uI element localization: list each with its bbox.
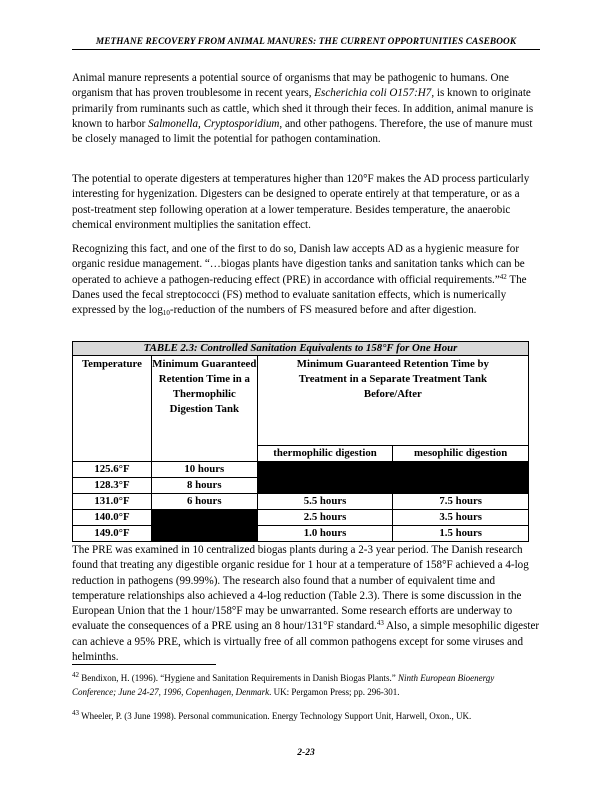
cell-min: 10 hours (151, 462, 257, 478)
table-row (73, 478, 529, 494)
italic-organism: Escherichia coli O157:H7 (314, 87, 432, 100)
cell-meso: 1.5 hours (393, 526, 529, 542)
cell-min: 6 hours (151, 494, 257, 510)
text: Recognizing this fact, and one of the first to do so, Danish law accepts AD as a hygienic measure for organic residue management. “…biogas plants have digestion tanks and sanitation tanks which can be operated to achieve a pathogen-reducing effect (PRE) in accordance with official requirements.” (72, 243, 525, 286)
col-header-temperature: Temperature (73, 356, 152, 462)
footnote-number: 42 (72, 671, 79, 679)
footnote-42 (72, 671, 540, 699)
cell-temp: 149.0°F (73, 526, 152, 542)
text: , is known to originate primarily from ruminants such as cattle, which shed it through their feces. In addition, animal manure is known to harbor (72, 87, 534, 130)
footnote-rule (72, 664, 216, 665)
cell-empty (393, 462, 529, 478)
cell-empty (257, 462, 393, 478)
paragraph-pathogens (72, 71, 540, 147)
italic-title: Ninth European Bioenergy Conference; June 24-27, 1996, Copenhagen, Denmark (72, 673, 495, 697)
footnote-number: 43 (72, 709, 79, 717)
text: , and other pathogens. Therefore, the use of manure must be closely managed to limit the potential for pathogen contamination. (72, 117, 533, 146)
paragraph-hygenization: The potential to operate digesters at temperatures higher than 120°F makes the AD process particularly interesting for hygenization. Digesters can be designed to operate entirely at that temperature, or as a post-treatment step following operation at a lower temperature. Besides temperature, the anaerobic chemical environment multiplies the sanitation effect. (72, 173, 530, 231)
subheader-thermophilic: thermophilic digestion (257, 446, 393, 462)
text: Wheeler, P. (3 June 1998). Personal communication. Energy Technology Support Unit, Harwell, Oxon., UK. (79, 711, 472, 721)
text: . UK: Pergamon Press; pp. 296-301. (269, 687, 400, 697)
table-row (73, 510, 529, 526)
cell-empty (151, 526, 257, 542)
cell-temp: 125.6°F (73, 462, 152, 478)
cell-min: 8 hours (151, 478, 257, 494)
col-header-separate-tank: Minimum Guaranteed Retention Time by Treatment in a Separate Treatment Tank Before/After (257, 356, 528, 446)
cell-empty (393, 478, 529, 494)
header-rule (72, 49, 540, 50)
text: The Danes used the fecal streptococci (FS) method to evaluate sanitation effects, which is numerically expressed by the log (72, 273, 527, 317)
text: -reduction of the numbers of FS measured before and after digestion. (169, 304, 477, 317)
cell-thermo: 1.0 hours (257, 526, 393, 542)
sanitation-table (72, 341, 529, 542)
footnote-ref-42[interactable]: 42 (499, 272, 507, 281)
cell-meso: 3.5 hours (393, 510, 529, 526)
footnote-ref-43[interactable]: 43 (376, 619, 384, 628)
cell-temp: 128.3°F (73, 478, 152, 494)
running-header: METHANE RECOVERY FROM ANIMAL MANURES: THE CURRENT OPPORTUNITIES CASEBOOK (95, 37, 517, 47)
cell-thermo: 5.5 hours (257, 494, 393, 510)
page-number: 2-23 (297, 748, 315, 758)
cell-meso: 7.5 hours (393, 494, 529, 510)
cell-temp: 131.0°F (73, 494, 152, 510)
subheader-mesophilic: mesophilic digestion (393, 446, 529, 462)
text: The PRE was examined in 10 centralized biogas plants during a 2-3 year period. The Danish research found that treating any digestible organic residue for 1 hour at a temperature of 158°F achieved a 4-log reduction in pathogens (99.99%). The research also found that a number of equivalent time and temperature relationships also achieved a 4-log reduction (Table 2.3). There is some discussion in the European Union that the 1 hour/158°F may be unwarranted. Some research efforts are underway to evaluate the consequences of a PRE using an 8 hour/131°F standard. (72, 544, 529, 633)
cell-temp: 140.0°F (73, 510, 152, 526)
footnote-43 (72, 709, 540, 723)
paragraph-danish-law (72, 242, 540, 318)
cell-empty (257, 478, 393, 494)
table-caption: TABLE 2.3: Controlled Sanitation Equivalents to 158°F for One Hour (73, 342, 529, 356)
subscript: 10 (162, 309, 170, 318)
table-row (73, 494, 529, 510)
text: Also, a simple mesophilic digester can achieve a 95% PRE, which is virtually free of all common pathogens except for some viruses and helminths. (72, 620, 540, 664)
text: Bendixon, H. (1996). “Hygiene and Sanitation Requirements in Danish Biogas Plants.” (79, 673, 398, 683)
col-header-min-retention: Minimum Guaranteed Retention Time in a Thermophilic Digestion Tank (151, 356, 257, 462)
table-row (73, 462, 529, 478)
table-row (73, 526, 529, 542)
cell-empty (151, 510, 257, 526)
cell-thermo: 2.5 hours (257, 510, 393, 526)
italic-organisms: Salmonella, Cryptosporidium (148, 117, 280, 130)
text: Animal manure represents a potential source of organisms that may be pathogenic to humans. One organism that has proven troublesome in recent years, (72, 72, 509, 100)
paragraph-pre-results (72, 543, 540, 665)
